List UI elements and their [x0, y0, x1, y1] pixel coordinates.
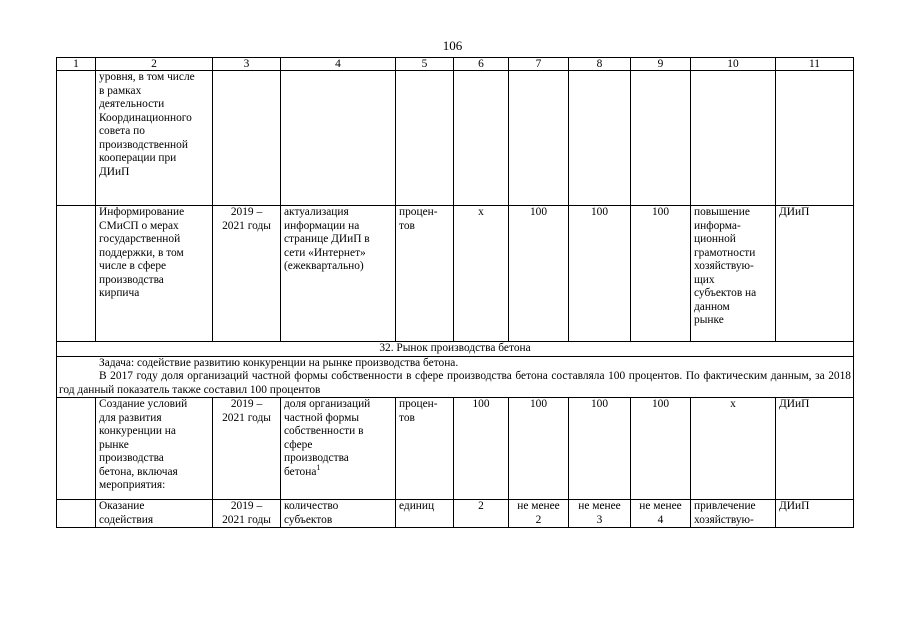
indicator-text: доля организаций частной формы собственности в сфере производства бетона — [284, 398, 371, 478]
measure-name: уровня, в том числе в рамках деятельности Координационного совета по производственной кооперации при ДИиП — [96, 71, 213, 206]
expected-result: повышение информа- ционной грамотности хозяйствую- щих субъектов на данном рынке — [691, 206, 776, 342]
value-2020: 100 — [569, 206, 631, 342]
header-cell: 11 — [776, 58, 854, 71]
unit: процен- тов — [396, 206, 454, 342]
value-2019: 100 — [509, 398, 569, 500]
value-2020: не менее 3 — [569, 500, 631, 528]
expected-result: х — [691, 398, 776, 500]
table-row — [57, 71, 854, 206]
task-row — [57, 356, 854, 398]
header-cell: 7 — [509, 58, 569, 71]
task-line: Задача: содействие развитию конкуренции на рынке производства бетона. — [99, 356, 459, 369]
task-paragraph: В 2017 году доля организаций частной формы собственности в сфере производства бетона составляла 100 процентов. По фактическим данным, за 2018 год данный показатель также составил 100 процентов — [59, 370, 851, 396]
header-cell: 4 — [281, 58, 396, 71]
value-2021: не менее 4 — [631, 500, 691, 528]
value-2019: не менее 2 — [509, 500, 569, 528]
responsible: ДИиП — [776, 500, 854, 528]
table-row — [57, 500, 854, 528]
indicator: количество субъектов — [281, 500, 396, 528]
measure-name: Оказание содействия — [96, 500, 213, 528]
indicator — [281, 398, 396, 500]
section-row — [57, 342, 854, 357]
header-cell: 5 — [396, 58, 454, 71]
header-cell: 9 — [631, 58, 691, 71]
value-2020: 100 — [569, 398, 631, 500]
measure-name: Информирование СМиСП о мерах государственной поддержки, в том числе в сфере производства кирпича — [96, 206, 213, 342]
table-row — [57, 398, 854, 500]
header-cell: 6 — [454, 58, 509, 71]
responsible: ДИиП — [776, 398, 854, 500]
unit: процен- тов — [396, 398, 454, 500]
value-2019: 100 — [509, 206, 569, 342]
header-cell: 2 — [96, 58, 213, 71]
period: 2019 – 2021 годы — [213, 500, 281, 528]
responsible: ДИиП — [776, 206, 854, 342]
header-cell: 8 — [569, 58, 631, 71]
header-cell: 3 — [213, 58, 281, 71]
section-title: 32. Рынок производства бетона — [57, 342, 854, 357]
header-cell: 1 — [57, 58, 96, 71]
indicator: актуализация информации на странице ДИиП в сети «Интернет» (ежеквартально) — [281, 206, 396, 342]
table-row — [57, 206, 854, 342]
value-base: х — [454, 206, 509, 342]
header-row — [57, 58, 854, 71]
header-cell: 10 — [691, 58, 776, 71]
period: 2019 – 2021 годы — [213, 398, 281, 500]
page-number: 106 — [442, 38, 463, 53]
expected-result: привлечение хозяйствую- — [691, 500, 776, 528]
measures-table — [56, 57, 854, 528]
period: 2019 – 2021 годы — [213, 206, 281, 342]
value-2021: 100 — [631, 206, 691, 342]
value-2021: 100 — [631, 398, 691, 500]
value-base: 100 — [454, 398, 509, 500]
measure-name: Создание условий для развития конкуренции на рынке производства бетона, включая мероприятия: — [96, 398, 213, 500]
value-base: 2 — [454, 500, 509, 528]
task-description — [57, 356, 854, 398]
unit: единиц — [396, 500, 454, 528]
footnote-mark: 1 — [316, 462, 321, 472]
